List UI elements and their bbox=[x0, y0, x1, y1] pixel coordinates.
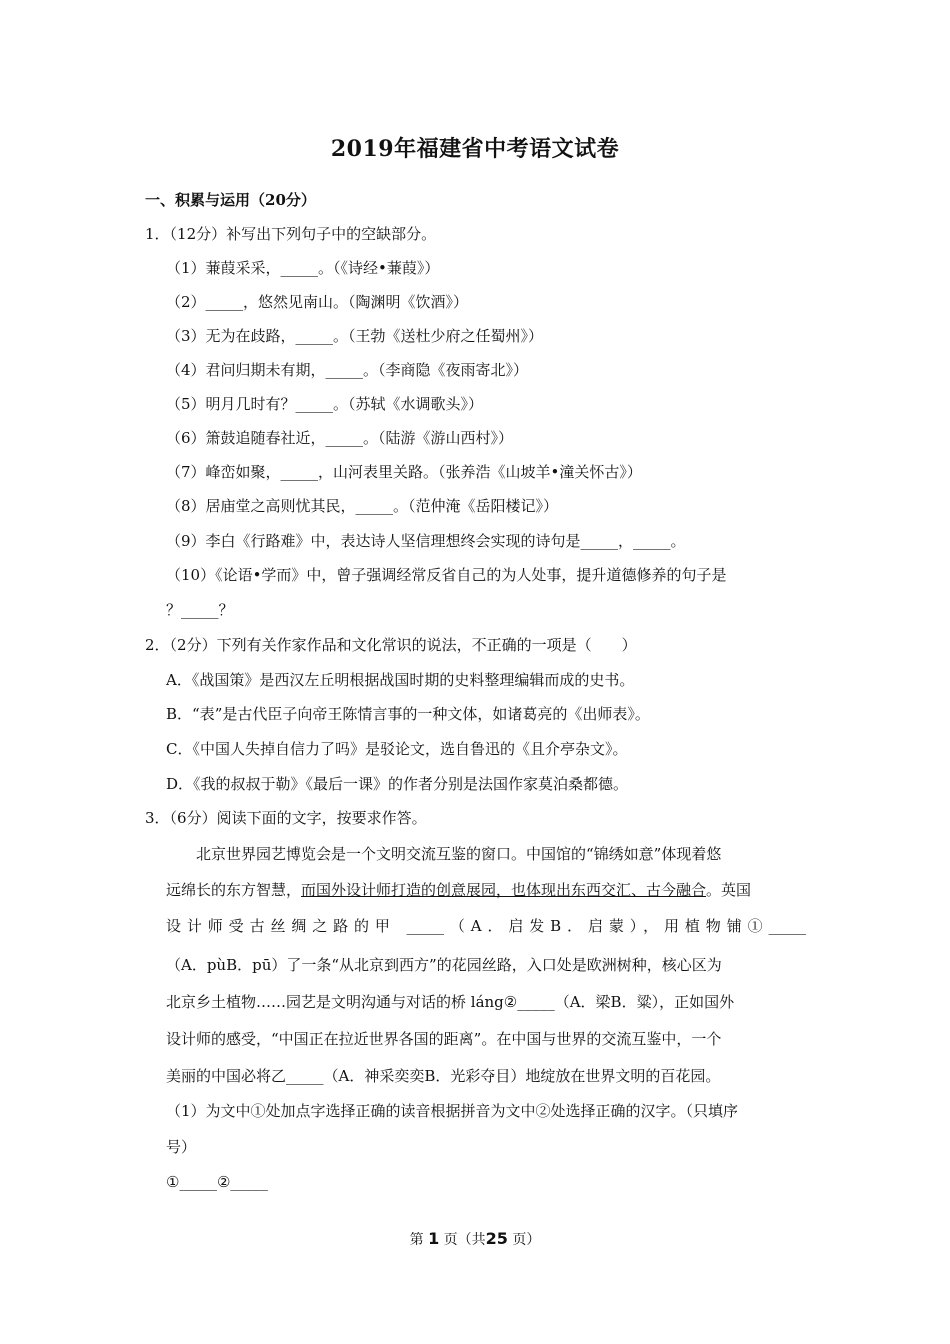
question-3-sub-1-cont: 号） bbox=[166, 1138, 197, 1156]
answer-blanks: ①_____②_____ bbox=[166, 1173, 268, 1191]
question-3-stem: 3．（6分）阅读下面的文字，按要求作答。 bbox=[145, 809, 427, 827]
footer-prefix: 第 bbox=[409, 1232, 424, 1248]
question-2-option-a: A．《战国策》是西汉左丘明根据战国时期的史料整理编辑而成的史书。 bbox=[166, 671, 635, 689]
question-1-item-7: （7）峰峦如聚，_____，山河表里关路。（张养浩《山坡羊•潼关怀古》） bbox=[166, 463, 642, 481]
question-2-option-c: C．《中国人失掉自信力了吗》是驳论文，选自鲁迅的《且介亭杂文》。 bbox=[166, 740, 628, 758]
passage-line-3: 设计师受古丝绸之路的甲 _____（A．启发B．启蒙），用植物铺①_____ bbox=[166, 917, 806, 935]
question-1-item-2: （2）_____，悠然见南山。（陶渊明《饮酒》） bbox=[166, 293, 469, 311]
passage-line-7: 美丽的中国必将乙_____（A．神采奕奕B．光彩夺目）地绽放在世界文明的百花园。 bbox=[166, 1067, 721, 1085]
passage-line-2-end: 。英国 bbox=[706, 881, 752, 899]
question-1-stem: 1．（12分）补写出下列句子中的空缺部分。 bbox=[145, 225, 437, 243]
question-1-item-9: （9）李白《行路难》中，表达诗人坚信理想终会实现的诗句是_____，_____。 bbox=[166, 532, 686, 550]
question-1-item-10: （10）《论语•学而》中，曾子强调经常反省自己的为人处事，提升道德修养的句子是 bbox=[166, 566, 727, 584]
page-title: 2019年福建省中考语文试卷 bbox=[330, 136, 620, 162]
question-3-sub-1: （1）为文中①处加点字选择正确的读音根据拼音为文中②处选择正确的汉字。（只填序 bbox=[166, 1102, 739, 1120]
passage-line-2-start: 远绵长的东方智慧， bbox=[166, 881, 302, 899]
passage-line-4: （A．pùB．pū）了一条“从北京到西方”的花园丝路，入口处是欧洲树种，核心区为 bbox=[166, 956, 722, 974]
question-1-item-4: （4）君问归期未有期，_____。（李商隐《夜雨寄北》） bbox=[166, 361, 529, 379]
passage-line-1: 北京世界园艺博览会是一个文明交流互鉴的窗口。中国馆的“锦绣如意”体现着悠 bbox=[196, 845, 722, 863]
passage-line-5: 北京乡土植物……园艺是文明沟通与对话的桥 láng②_____（A．梁B．粱），正如国外 bbox=[166, 993, 735, 1011]
passage-line-2 bbox=[166, 880, 751, 900]
question-2-option-d: D．《我的叔叔于勒》《最后一课》的作者分别是法国作家莫泊桑都德。 bbox=[166, 775, 629, 793]
total-pages: 25 bbox=[485, 1229, 508, 1248]
question-2-stem: 2．（2分）下列有关作家作品和文化常识的说法，不正确的一项是（ ） bbox=[145, 636, 637, 654]
footer-suffix: 页） bbox=[512, 1232, 541, 1248]
question-1-item-5: （5）明月几时有？_____。（苏轼《水调歌头》） bbox=[166, 395, 484, 413]
footer-mid: 页（共 bbox=[443, 1232, 486, 1248]
section-heading: 一、积累与运用（20分） bbox=[145, 191, 316, 209]
question-1-item-3: （3）无为在歧路，_____。（王勃《送杜少府之任蜀州》） bbox=[166, 327, 544, 345]
question-1-item-10-cont: ？_____？ bbox=[166, 601, 234, 619]
question-1-item-1: （1）蒹葭采采，_____。（《诗经•蒹葭》） bbox=[166, 259, 440, 277]
current-page-number: 1 bbox=[428, 1229, 440, 1248]
question-1-item-6: （6）箫鼓追随春社近，_____。（陆游《游山西村》） bbox=[166, 429, 514, 447]
question-1-item-8: （8）居庙堂之高则忧其民，_____。（范仲淹《岳阳楼记》） bbox=[166, 497, 559, 515]
underlined-sentence: 而国外设计师打造的创意展园，也体现出东西交汇、古今融合 bbox=[301, 881, 707, 899]
page-footer bbox=[0, 1229, 950, 1249]
question-2-option-b: B．“表”是古代臣子向帝王陈情言事的一种文体，如诸葛亮的《出师表》。 bbox=[166, 705, 650, 723]
passage-line-6: 设计师的感受，“中国正在拉近世界各国的距离”。在中国与世界的交流互鉴中，一个 bbox=[166, 1030, 722, 1048]
